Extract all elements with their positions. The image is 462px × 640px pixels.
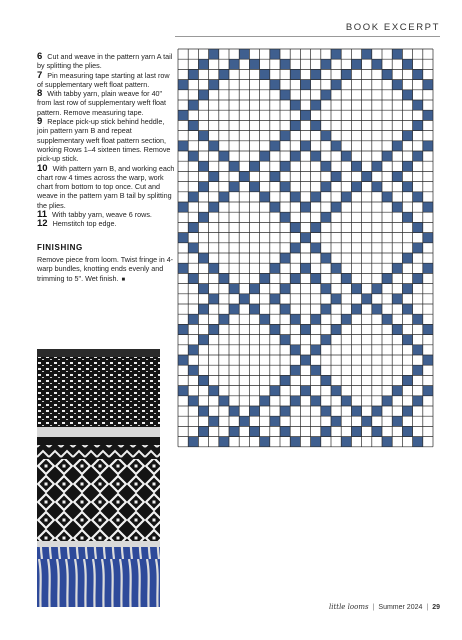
chart-cell-filled [321,59,331,69]
chart-cell-filled [270,416,280,426]
chart-cell-filled [209,263,219,273]
chart-cell-filled [311,120,321,130]
chart-cell-filled [290,345,300,355]
chart-cell-filled [280,375,290,385]
chart-cell-filled [239,171,249,181]
step-text: Cut and weave in the pattern yarn A tail by splitting the plies. [37,52,173,71]
chart-cell-filled [249,304,259,314]
chart-cell-filled [351,284,361,294]
chart-cell-filled [290,243,300,253]
chart-cell-filled [239,294,249,304]
chart-cell-filled [362,49,372,59]
chart-cell-filled [311,273,321,283]
chart-cell-filled [178,233,188,243]
chart-cell-filled [311,192,321,202]
chart-cell-filled [321,335,331,345]
chart-cell-filled [423,386,433,396]
step-text: With tabby yarn, weave 6 rows. [52,210,152,220]
chart-cell-filled [290,151,300,161]
chart-cell-filled [188,151,198,161]
step-text: Replace pick-up stick behind heddle, join pattern yarn B and repeat supplementary weft float pattern section, working Rows 1–4 sixteen times. Remove pick-up stick. [37,117,171,164]
end-mark-icon: ■ [121,276,126,283]
chart-cell-filled [209,171,219,181]
chart-cell-filled [331,171,341,181]
chart-cell-filled [178,355,188,365]
weaving-chart [177,48,434,448]
chart-cell-filled [209,80,219,90]
chart-cell-filled [413,345,423,355]
chart-cell-filled [413,273,423,283]
chart-cell-filled [311,243,321,253]
chart-cell-filled [198,284,208,294]
chart-cell-filled [260,192,270,202]
chart-cell-filled [402,304,412,314]
chart-cell-filled [209,294,219,304]
chart-cell-filled [249,426,259,436]
chart-cell-filled [300,324,310,334]
chart-cell-filled [178,80,188,90]
chart-cell-filled [321,375,331,385]
chart-cell-filled [219,314,229,324]
chart-cell-filled [300,110,310,120]
chart-cell-filled [188,243,198,253]
chart-cell-filled [280,426,290,436]
instructions [37,52,177,285]
chart-cell-filled [188,192,198,202]
chart-cell-filled [219,396,229,406]
chart-cell-filled [300,263,310,273]
chart-cell-filled [402,212,412,222]
chart-cell-filled [280,304,290,314]
chart-cell-filled [423,141,433,151]
chart-cell-filled [413,69,423,79]
chart-cell-filled [188,222,198,232]
chart-cell-filled [280,131,290,141]
finishing-text [37,255,177,285]
chart-cell-filled [321,253,331,263]
chart-cell-filled [402,161,412,171]
chart-cell-filled [219,273,229,283]
chart-cell-filled [249,161,259,171]
chart-cell-filled [280,59,290,69]
chart-cell-filled [280,335,290,345]
chart-cell-filled [178,324,188,334]
chart-cell-filled [209,324,219,334]
chart-cell-filled [219,437,229,447]
chart-cell-filled [413,243,423,253]
chart-cell-filled [413,437,423,447]
chart-cell-filled [392,294,402,304]
chart-cell-filled [351,161,361,171]
chart-cell-filled [423,80,433,90]
chart-cell-filled [239,416,249,426]
step-9 [37,117,177,163]
chart-cell-filled [372,304,382,314]
chart-cell-filled [270,202,280,212]
chart-cell-filled [290,365,300,375]
chart-cell-filled [290,273,300,283]
chart-cell-filled [270,49,280,59]
chart-cell-filled [413,396,423,406]
chart-cell-filled [188,273,198,283]
chart-cell-filled [290,437,300,447]
chart-cell-filled [423,233,433,243]
chart-cell-filled [372,426,382,436]
chart-cell-filled [198,59,208,69]
finishing-body: Remove piece from loom. Twist fringe in 4-warp bundles, knotting ends evenly and trimming to 5". Wet finish. [37,254,174,283]
chart-cell-filled [188,396,198,406]
chart-cell-filled [260,314,270,324]
chart-cell-filled [402,375,412,385]
chart-cell-filled [392,324,402,334]
chart-cell-filled [413,222,423,232]
chart-cell-filled [402,90,412,100]
chart-cell-filled [402,426,412,436]
chart-cell-filled [311,100,321,110]
chart-cell-filled [321,406,331,416]
chart-cell-filled [219,151,229,161]
chart-cell-filled [198,406,208,416]
chart-cell-filled [372,284,382,294]
chart-cell-filled [229,304,239,314]
footer-separator: | [372,604,375,611]
chart-cell-filled [321,131,331,141]
step-number: 7 [37,69,43,81]
chart-cell-filled [209,416,219,426]
chart-cell-filled [229,182,239,192]
chart-cell-filled [392,263,402,273]
chart-cell-filled [341,314,351,324]
chart-cell-filled [341,437,351,447]
chart-cell-filled [311,437,321,447]
step-text: Hemstitch top edge. [52,219,117,229]
chart-cell-filled [198,426,208,436]
chart-cell-filled [331,324,341,334]
chart-cell-filled [402,131,412,141]
chart-cell-filled [423,202,433,212]
chart-cell-filled [413,314,423,324]
chart-cell-filled [382,192,392,202]
chart-cell-filled [260,437,270,447]
chart-cell-filled [413,120,423,130]
step-number: 12 [37,218,48,230]
step-11 [37,210,177,219]
chart-cell-filled [198,304,208,314]
chart-cell-filled [382,69,392,79]
chart-cell-filled [331,416,341,426]
chart-cell-filled [290,222,300,232]
chart-cell-filled [209,141,219,151]
chart-cell-filled [178,110,188,120]
chart-cell-filled [209,49,219,59]
chart-cell-filled [290,192,300,202]
chart-cell-filled [209,386,219,396]
chart-cell-filled [382,151,392,161]
chart-cell-filled [423,263,433,273]
header-label: BOOK EXCERPT [345,22,440,33]
chart-cell-filled [321,161,331,171]
chart-cell-filled [198,90,208,100]
chart-cell-filled [300,80,310,90]
chart-cell-filled [270,324,280,334]
chart-cell-filled [331,294,341,304]
chart-cell-filled [341,151,351,161]
chart-cell-filled [198,253,208,263]
chart-cell-filled [188,100,198,110]
chart-cell-filled [270,294,280,304]
chart-cell-filled [219,192,229,202]
chart-cell-filled [402,253,412,263]
chart-cell-filled [270,263,280,273]
chart-cell-filled [382,314,392,324]
chart-cell-filled [331,141,341,151]
chart-cell-filled [198,335,208,345]
step-8 [37,89,177,117]
chart-cell-filled [372,161,382,171]
chart-cell-filled [413,365,423,375]
chart-cell-filled [311,396,321,406]
chart-cell-filled [249,59,259,69]
chart-cell-filled [311,69,321,79]
chart-cell-filled [423,110,433,120]
chart-cell-filled [331,386,341,396]
chart-cell-filled [280,212,290,222]
chart-cell-filled [188,314,198,324]
chart-cell-filled [249,284,259,294]
chart-cell-filled [290,120,300,130]
chart-cell-filled [402,406,412,416]
chart-cell-filled [290,396,300,406]
chart-cell-filled [362,416,372,426]
chart-cell-filled [311,365,321,375]
step-12 [37,219,177,228]
chart-cell-filled [280,406,290,416]
chart-cell-filled [290,314,300,324]
chart-cell-filled [402,284,412,294]
chart-cell-filled [280,161,290,171]
chart-cell-filled [372,182,382,192]
chart-cell-filled [198,161,208,171]
step-text: With tabby yarn, plain weave for 40" from last row of supplementary weft float pattern. Remove measuring tape. [37,89,167,117]
chart-cell-filled [362,294,372,304]
chart-cell-filled [331,263,341,273]
chart-cell-filled [321,90,331,100]
chart-cell-filled [372,59,382,69]
chart-cell-filled [382,437,392,447]
chart-cell-filled [311,345,321,355]
chart-cell-filled [198,131,208,141]
chart-cell-filled [321,284,331,294]
chart-cell-filled [280,253,290,263]
chart-cell-filled [392,202,402,212]
step-number: 11 [37,209,48,221]
step-text: Pin measuring tape starting at last row of supplementary weft float pattern. [37,70,170,89]
chart-cell-filled [311,314,321,324]
chart-cell-filled [402,59,412,69]
issue-label: Summer 2024 [378,604,423,611]
chart-cell-filled [351,426,361,436]
chart-cell-filled [188,69,198,79]
chart-cell-filled [239,49,249,59]
chart-cell-filled [229,59,239,69]
step-number: 9 [37,116,43,128]
chart-cell-filled [311,151,321,161]
chart-cell-filled [280,182,290,192]
chart-cell-filled [209,202,219,212]
chart-cell-filled [382,273,392,283]
chart-cell-filled [413,192,423,202]
chart-cell-filled [423,324,433,334]
chart-cell-filled [331,80,341,90]
chart-cell-filled [402,182,412,192]
chart-cell-filled [311,222,321,232]
chart-cell-filled [219,69,229,79]
chart-cell-filled [362,171,372,181]
step-10 [37,164,177,210]
chart-cell-filled [341,396,351,406]
chart-cell-filled [260,151,270,161]
chart-cell-filled [260,69,270,79]
chart-cell-filled [392,49,402,59]
chart-cell-filled [270,386,280,396]
chart-cell-filled [290,100,300,110]
chart-cell-filled [300,141,310,151]
chart-cell-filled [229,161,239,171]
chart-cell-filled [229,406,239,416]
chart-cell-filled [198,182,208,192]
step-number: 6 [37,51,43,62]
magazine-brand: little looms [328,603,369,611]
chart-cell-filled [198,375,208,385]
chart-cell-filled [178,386,188,396]
chart-cell-filled [188,120,198,130]
chart-cell-filled [351,406,361,416]
chart-cell-filled [270,141,280,151]
chart-cell-filled [351,182,361,192]
chart-cell-filled [270,171,280,181]
chart-cell-filled [392,141,402,151]
step-7 [37,71,177,90]
chart-cell-filled [270,80,280,90]
chart-cell-filled [341,69,351,79]
chart-cell-filled [331,49,341,59]
chart-cell-filled [321,212,331,222]
chart-cell-filled [249,406,259,416]
chart-cell-filled [300,202,310,212]
step-number: 8 [37,88,43,100]
chart-cell-filled [188,437,198,447]
header-rule [175,36,440,37]
chart-cell-filled [229,426,239,436]
chart-cell-filled [260,396,270,406]
chart-cell-filled [249,182,259,192]
chart-cell-filled [331,202,341,212]
chart-cell-filled [382,396,392,406]
chart-cell-filled [300,233,310,243]
chart-cell-filled [178,202,188,212]
chart-cell-filled [351,59,361,69]
chart-cell-filled [341,273,351,283]
step-text: With pattern yarn B, and working each chart row 4 times across the warp, work chart from bottom to top once. Cut and weave in the pattern yarn B tail by splitting the plies. [37,163,175,210]
chart-cell-filled [280,90,290,100]
chart-cell-filled [392,171,402,181]
chart-cell-filled [423,355,433,365]
chart-cell-filled [188,345,198,355]
woven-sample-photo [37,349,160,607]
chart-cell-filled [198,212,208,222]
chart-cell-filled [413,100,423,110]
chart-cell-filled [372,406,382,416]
chart-cell-filled [300,386,310,396]
chart-cell-filled [392,386,402,396]
finishing-title: FINISHING [37,242,83,252]
chart-cell-filled [321,182,331,192]
chart-cell-filled [178,141,188,151]
chart-cell-filled [280,284,290,294]
page-number: 29 [432,604,440,611]
chart-cell-filled [392,416,402,426]
chart-cell-filled [402,335,412,345]
chart-cell-filled [178,263,188,273]
chart-cell-filled [321,426,331,436]
chart-cell-filled [392,80,402,90]
chart-cell-filled [188,365,198,375]
footer-separator: | [426,604,429,611]
chart-cell-filled [341,192,351,202]
chart-cell-filled [290,69,300,79]
chart-cell-filled [300,355,310,365]
chart-cell-filled [260,273,270,283]
step-6 [37,52,177,71]
page-footer [329,603,440,611]
chart-cell-filled [413,151,423,161]
chart-cell-filled [351,304,361,314]
chart-cell-filled [321,304,331,314]
woven-sample-image [37,349,160,607]
chart-cell-filled [229,284,239,294]
step-number: 10 [37,162,48,174]
